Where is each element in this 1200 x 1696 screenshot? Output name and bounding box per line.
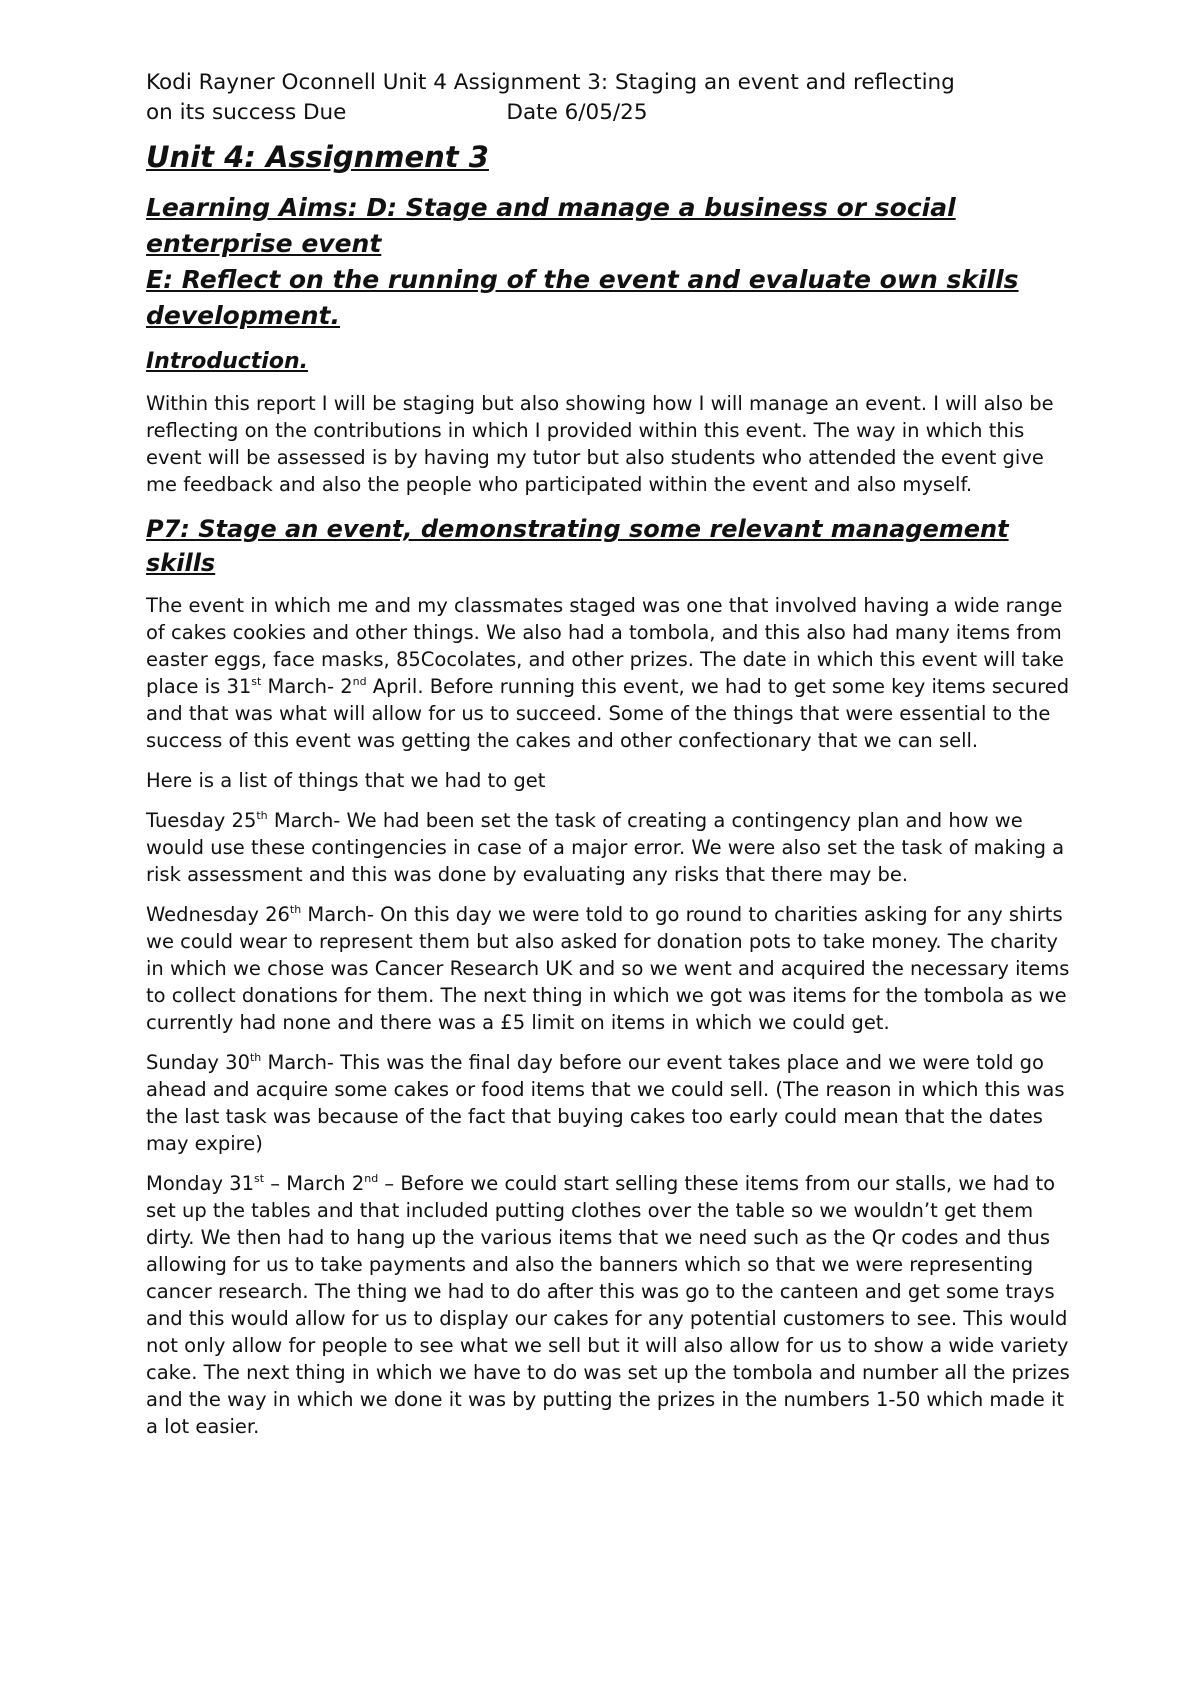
p7-entry-tuesday: Tuesday 25th March- We had been set the task of creating a contingency plan and how we would use these contingencies in case of a major error. We were also set the task of making a risk assessment and this was done by evaluating any risks that there may be. xyxy=(146,808,1065,886)
p7-entry-monday: Monday 31st – March 2nd – Before we could start selling these items from our stalls, we had to set up the tables and that included putting clothes over the table so we wouldn’t get them dirty. We then had to hang up the various items that we need such as the Qr codes and thus allowing for us to take payments and also the banners which so that we were representing cancer research. The thing we had to do after this was go to the canteen and get some trays and this would allow for us to display our cakes for any potential customers to see. This would not only allow for people to see what we sell but it will also allow for us to show a wide variety cake. The next thing in which we have to do was set up the tombola and number all the prizes and the way in which we done it was by putting the prizes in the numbers 1-50 which made it a lot easier. xyxy=(146,1171,1070,1438)
p7-entry-wednesday: Wednesday 26th March- On this day we were told to go round to charities asking for any shirts we could wear to represent them but also asked for donation pots to take money. The charity in which we chose was Cancer Research UK and so we went and acquired the necessary items to collect donations for them. The next thing in which we got was items for the tombola as we currently had none and there was a £5 limit on items in which we could get. xyxy=(146,902,1070,1034)
p7-heading: P7: Stage an event, demonstrating some relevant management skills xyxy=(146,515,1009,577)
header-line-1: Kodi Rayner Oconnell Unit 4 Assignment 3: Staging an event and reflecting xyxy=(146,70,955,95)
p7-paragraph-event: The event in which me and my classmates staged was one that involved having a wide range of cakes cookies and other things. We also had a tombola, and this also had many items from easter eggs, face masks, 85Cocolates, and other prizes. The date in which this event will take place is 31st March- 2nd April. Before running this event, we had to get some key items secured and that was what will allow for us to succeed. Some of the things that were essential to the success of this event was getting the cakes and other confectionary that we can sell. xyxy=(146,594,1070,752)
header-date: Date 6/05/25 xyxy=(506,100,648,125)
p7-list-intro: Here is a list of things that we had to get xyxy=(146,769,546,792)
document-page xyxy=(146,68,1076,1453)
introduction-heading: Introduction. xyxy=(146,349,308,374)
learning-aims xyxy=(146,190,1076,334)
learning-aim-d: Learning Aims: D: Stage and manage a business or social enterprise event xyxy=(146,193,956,258)
header-line-2 xyxy=(146,98,1076,128)
page-title: Unit 4: Assignment 3 xyxy=(146,140,489,174)
learning-aim-e: E: Reflect on the running of the event and evaluate own skills development. xyxy=(146,265,1019,330)
introduction-paragraph: Within this report I will be staging but also showing how I will manage an event. I will also be reflecting on the contributions in which I provided within this event. The way in which this event will be assessed is by having my tutor but also students who attended the event give me feedback and also the people who participated within the event and also myself. xyxy=(146,392,1054,496)
p7-entry-sunday: Sunday 30th March- This was the final day before our event takes place and we were told go ahead and acquire some cakes or food items that we could sell. (The reason in which this was the last task was because of the fact that buying cakes too early could mean that the dates may expire) xyxy=(146,1050,1065,1155)
header-due-label: on its success Due xyxy=(146,100,347,125)
document-header xyxy=(146,68,1076,128)
